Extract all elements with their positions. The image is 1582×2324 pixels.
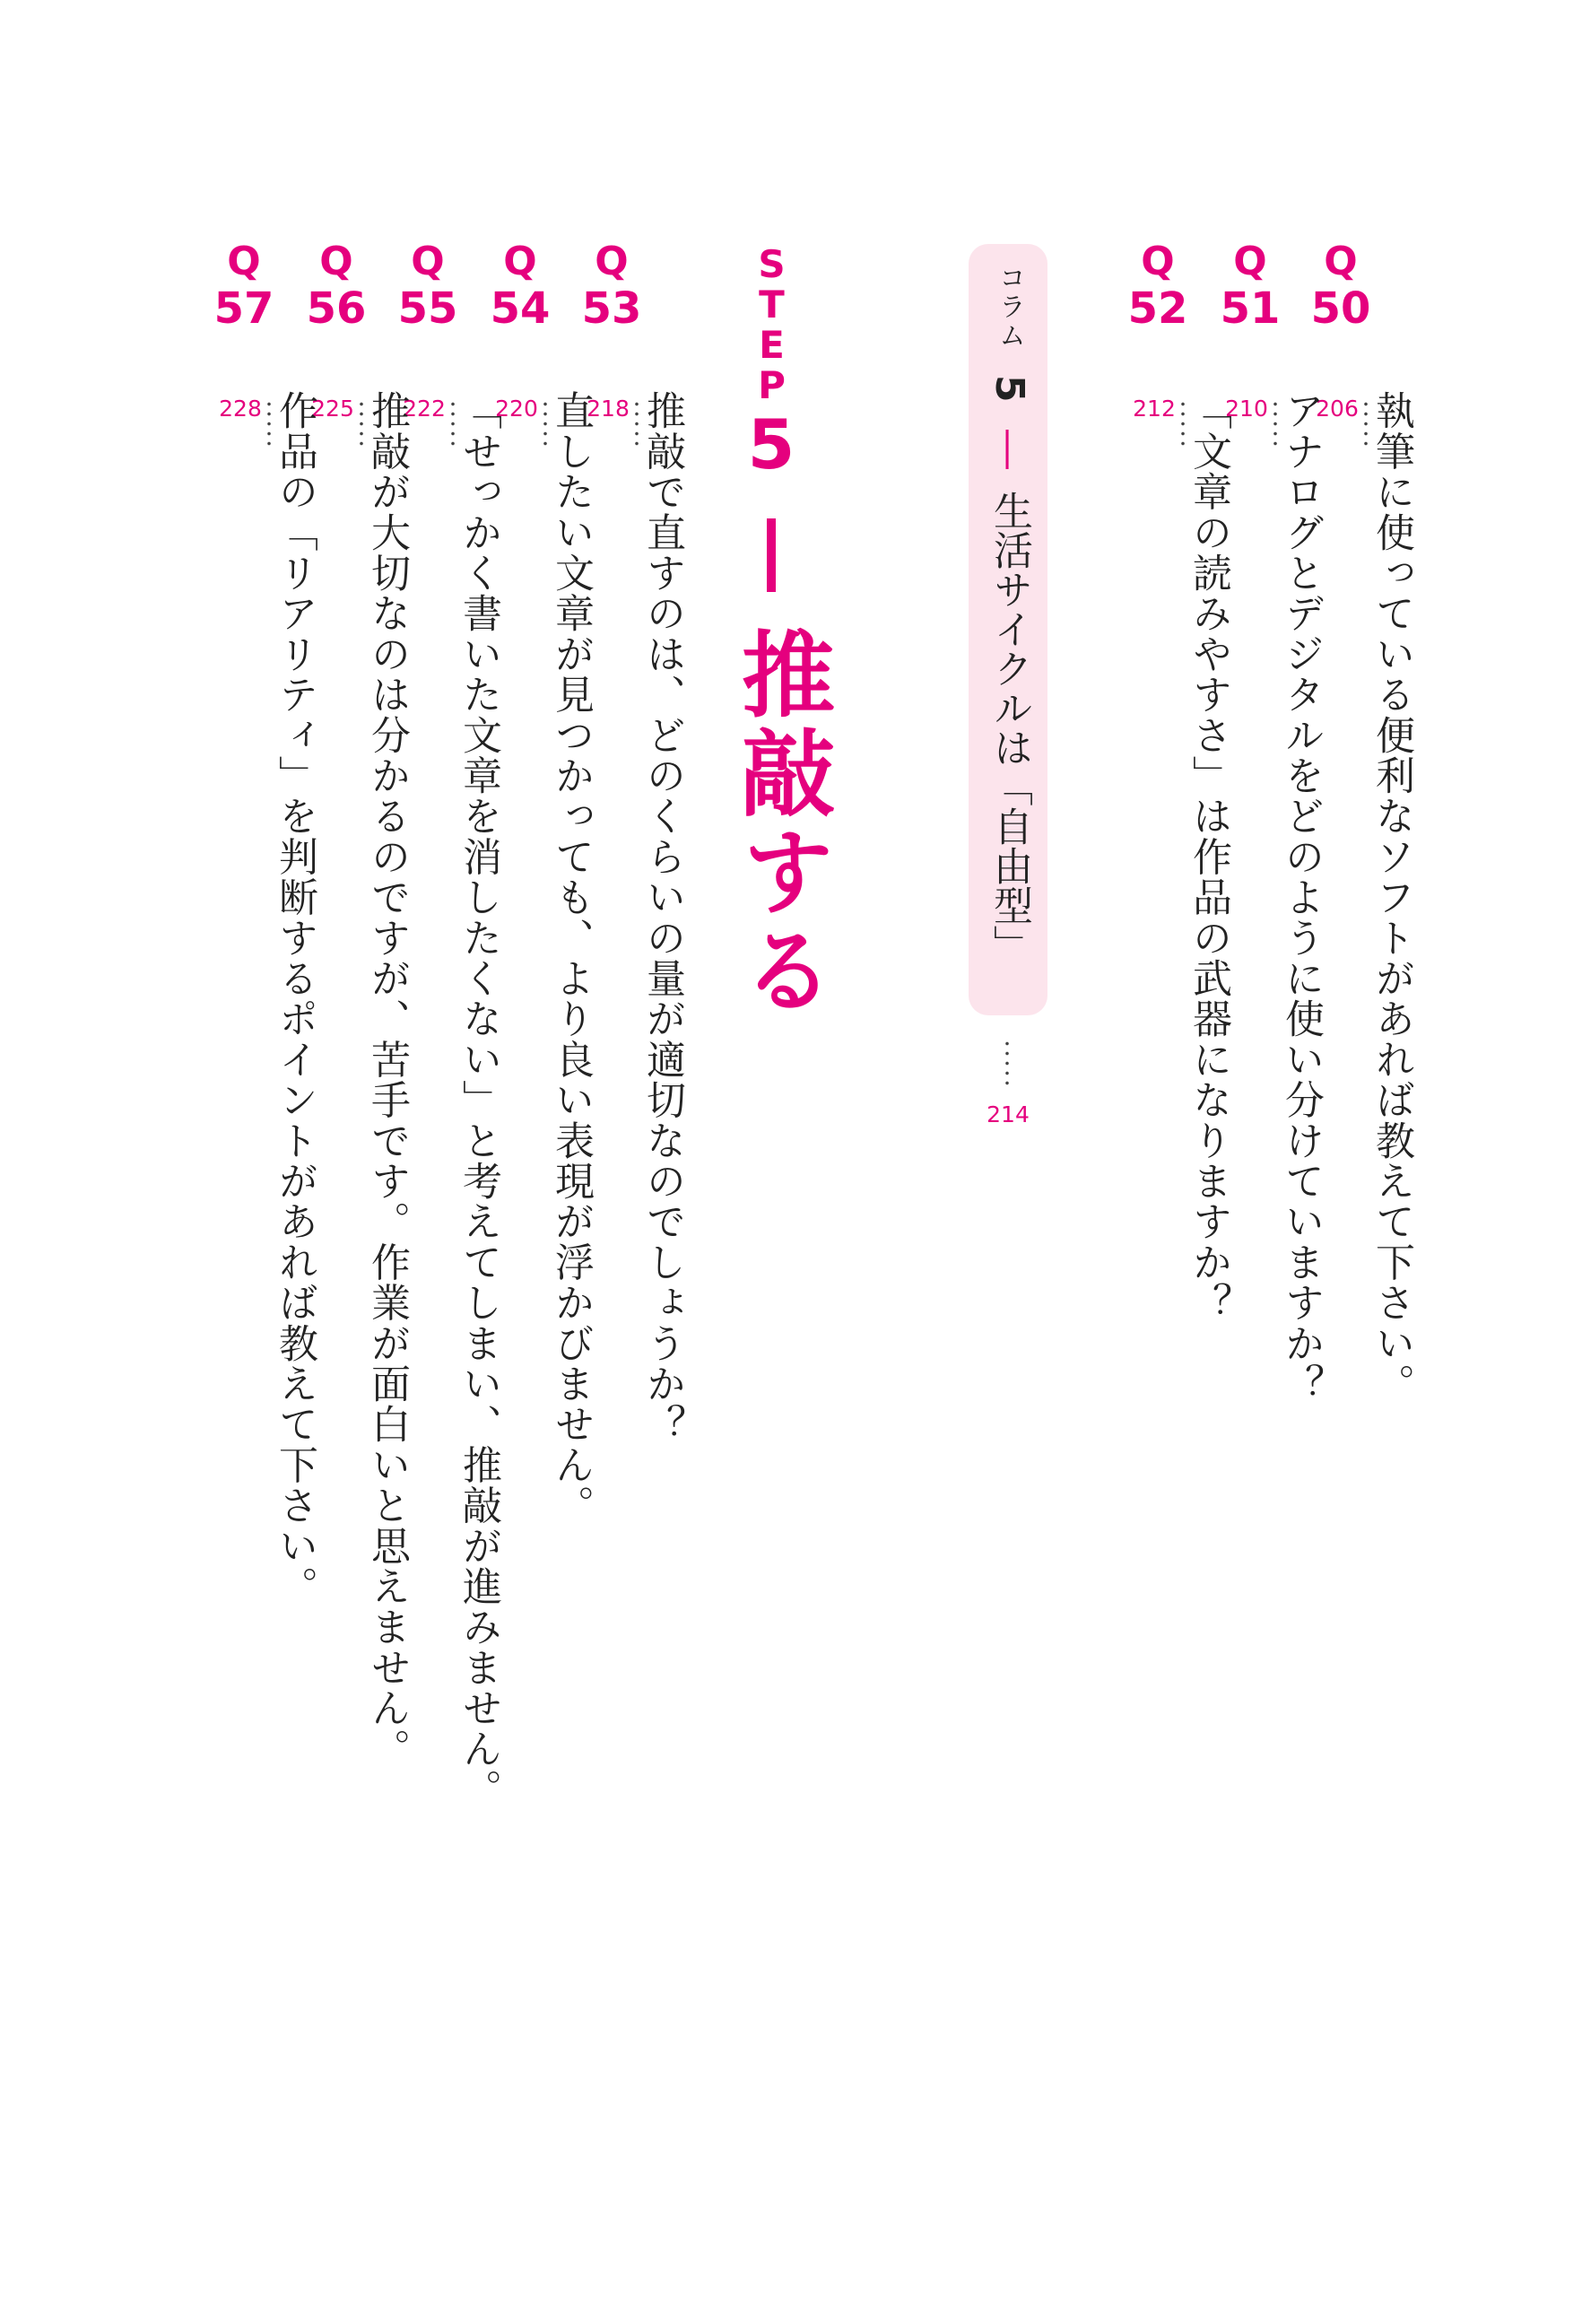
q-num: 55 bbox=[397, 283, 458, 334]
step-label: STEP bbox=[750, 242, 794, 404]
q-num: 51 bbox=[1220, 283, 1281, 334]
question-number bbox=[208, 239, 280, 334]
page-number: 220 bbox=[495, 396, 538, 422]
q-num: 54 bbox=[490, 283, 551, 334]
q-label: Q bbox=[227, 239, 261, 284]
dot-leader bbox=[543, 399, 547, 449]
q-label: Q bbox=[1141, 239, 1175, 284]
question-text-wrap bbox=[497, 390, 594, 1526]
q-label: Q bbox=[1233, 239, 1267, 284]
page-number: 218 bbox=[587, 396, 630, 422]
question-text: 「せっかく書いた文章を消したくない」と考えてしまい、推敲が進みません。 bbox=[456, 390, 501, 1809]
question-text: 推敲が大切なのは分かるのですが、苦手です。作業が面白いと思えません。 bbox=[364, 390, 410, 1769]
dot-leader bbox=[360, 399, 363, 449]
dot-leader bbox=[267, 399, 271, 449]
column-dash: ― bbox=[987, 429, 1032, 469]
step-title: 推敲する bbox=[726, 626, 835, 1021]
q-label: Q bbox=[411, 239, 445, 284]
dot-leader bbox=[1364, 399, 1368, 449]
step-heading bbox=[726, 242, 835, 1021]
dot-leader bbox=[451, 399, 455, 449]
question-number bbox=[392, 239, 464, 334]
page-number: 206 bbox=[1316, 396, 1359, 422]
question-text-wrap bbox=[313, 390, 410, 1769]
page-number: 222 bbox=[403, 396, 446, 422]
dot-leader bbox=[1005, 1039, 1009, 1089]
question-text: アナログとデジタルをどのように使い分けていますか？ bbox=[1278, 390, 1324, 1404]
question-number bbox=[1305, 239, 1377, 334]
dot-leader bbox=[1181, 399, 1185, 449]
column-label: コラム bbox=[994, 264, 1025, 350]
question-text: 推敲で直すのは、どのくらいの量が適切なのでしょうか？ bbox=[639, 390, 685, 1445]
column-title: 生活サイクルは「自由型」 bbox=[987, 490, 1032, 964]
q-num: 57 bbox=[213, 283, 274, 334]
q-label: Q bbox=[503, 239, 537, 284]
step-divider bbox=[767, 518, 776, 592]
q-num: 52 bbox=[1127, 283, 1188, 334]
page-number: 212 bbox=[1133, 396, 1176, 422]
step-number: 5 bbox=[747, 405, 795, 484]
column-number: 5 bbox=[987, 375, 1032, 403]
question-text-wrap bbox=[404, 390, 501, 1809]
q-num: 53 bbox=[581, 283, 642, 334]
q-label: Q bbox=[595, 239, 629, 284]
question-text-wrap bbox=[588, 390, 685, 1444]
question-number bbox=[1214, 239, 1286, 334]
question-text-wrap bbox=[1134, 390, 1231, 1323]
question-text: 「文章の読みやすさ」は作品の武器になりますか？ bbox=[1186, 390, 1231, 1323]
question-text-wrap bbox=[1317, 390, 1414, 1404]
q-num: 50 bbox=[1310, 283, 1371, 334]
page-number: 228 bbox=[219, 396, 262, 422]
column-box[interactable] bbox=[969, 244, 1047, 1015]
question-text: 直したい文章が見つかっても、より良い表現が浮かびません。 bbox=[548, 390, 594, 1526]
q-label: Q bbox=[1324, 239, 1358, 284]
question-number bbox=[484, 239, 556, 334]
column-text bbox=[988, 264, 1030, 964]
dot-leader bbox=[1273, 399, 1277, 449]
question-text-wrap bbox=[221, 390, 317, 1606]
question-number bbox=[300, 239, 372, 334]
question-number bbox=[576, 239, 648, 334]
question-text: 執筆に使っている便利なソフトがあれば教えて下さい。 bbox=[1369, 390, 1414, 1404]
column-page-number: 214 bbox=[987, 1101, 1030, 1127]
question-text-wrap bbox=[1227, 390, 1324, 1404]
page-number: 210 bbox=[1225, 396, 1268, 422]
dot-leader bbox=[635, 399, 639, 449]
question-text: 作品の「リアリティ」を判断するポイントがあれば教えて下さい。 bbox=[272, 390, 317, 1606]
q-num: 56 bbox=[306, 283, 367, 334]
question-number bbox=[1122, 239, 1194, 334]
page-number: 225 bbox=[311, 396, 354, 422]
q-label: Q bbox=[319, 239, 353, 284]
